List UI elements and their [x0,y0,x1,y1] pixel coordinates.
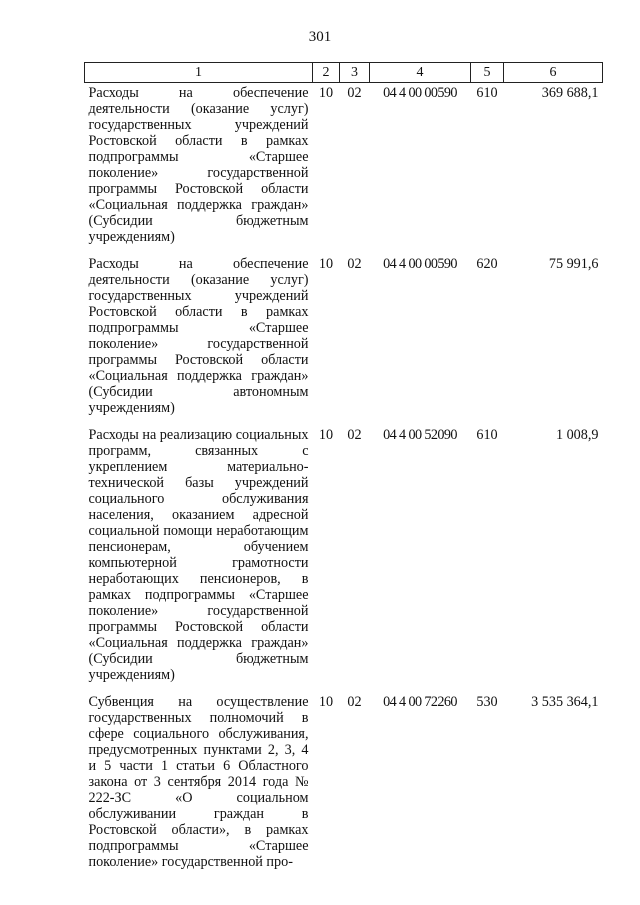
row-section-code: 10 [318,85,334,101]
row-target-article: 04 4 00 00590 [383,256,457,272]
page-number: 301 [308,29,332,45]
row-description: Расходы на реализацию социальных программ, связанных с укреплением материально-технической базы учреждений социального обслуживания населения, оказанием адресной социальной помощи неработающим пенсионерам, обучением компьютерной грамотности неработающих пенсионеров, в рамках подпрограммы «Старшее поколение» государственной программы Ростовской области «Социальная поддержка граждан» (Субсидии бюджетным учреждениям) [88,427,309,683]
table-row [85,692,603,879]
row-expense-type: 610 [476,85,498,101]
table-header-row [85,63,603,83]
row-section-code: 10 [318,256,334,272]
column-header: 2 [313,63,340,83]
row-description: Расходы на обеспечение деятельности (оказание услуг) государственных учреждений Ростовской области в рамках подпрограммы «Старшее поколение» государственной программы Ростовской области «Социальная поддержка граждан» (Субсидии бюджетным учреждениям) [88,85,309,245]
row-target-article: 04 4 00 00590 [383,85,457,101]
row-subsection-code: 02 [347,427,362,443]
row-subsection-code: 02 [347,694,362,710]
table-row [85,425,603,692]
column-header: 1 [85,63,313,83]
row-target-article: 04 4 00 72260 [383,694,457,710]
row-amount: 369 688,1 [541,85,599,101]
row-subsection-code: 02 [347,85,362,101]
row-amount: 3 535 364,1 [531,694,599,710]
row-amount: 75 991,6 [548,256,599,272]
row-subsection-code: 02 [347,256,362,272]
column-header: 5 [471,63,504,83]
row-description: Расходы на обеспечение деятельности (оказание услуг) государственных учреждений Ростовской области в рамках подпрограммы «Старшее поколение» государственной программы Ростовской области «Социальная поддержка граждан» (Субсидии автономным учреждениям) [88,256,309,416]
table-row [85,83,603,255]
column-header: 3 [340,63,370,83]
budget-table [84,62,603,879]
row-target-article: 04 4 00 52090 [383,427,457,443]
table-row [85,254,603,425]
row-section-code: 10 [318,427,334,443]
row-expense-type: 610 [476,427,498,443]
column-header: 4 [370,63,471,83]
column-header: 6 [504,63,603,83]
row-amount: 1 008,9 [555,427,599,443]
row-expense-type: 620 [476,256,498,272]
row-description: Субвенция на осуществление государственных полномочий в сфере социального обслуживания, предусмотренных пунктами 2, 3, 4 и 5 части 1 статьи 6 Областного закона от 3 сентября 2014 года № 222-ЗС «О социальном обслуживании граждан в Ростовской области», в рамках подпрограммы «Старшее поколение» государственной про- [88,694,309,870]
row-section-code: 10 [318,694,334,710]
row-expense-type: 530 [476,694,498,710]
